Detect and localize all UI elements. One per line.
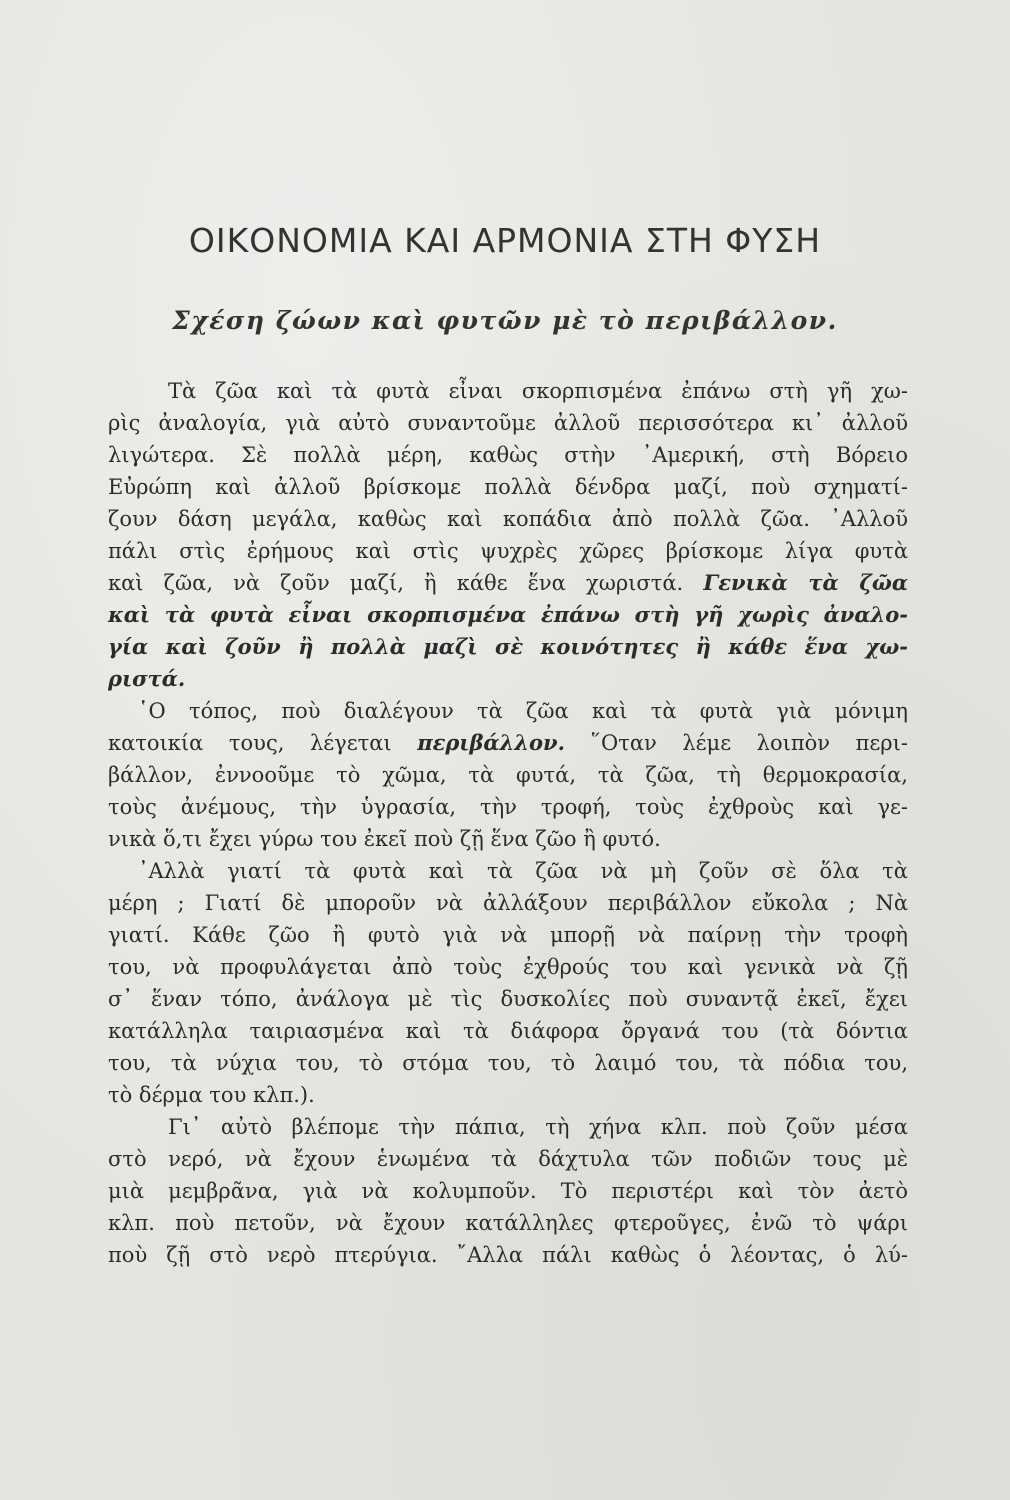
text-line xyxy=(108,1239,908,1271)
text-line xyxy=(108,1015,908,1047)
text-run: του, νὰ προφυλάγεται ἀπὸ τοὺς ἐχθρούς του καὶ γενικὰ νὰ ζῇ xyxy=(108,955,908,979)
text-line xyxy=(108,599,908,631)
text-line xyxy=(108,567,908,599)
text-line xyxy=(108,503,908,535)
emphasis-text: γία καὶ ζοῦν ἢ πολλὰ μαζὶ σὲ κοινότητες ἢ κάθε ἕνα χω- xyxy=(108,634,908,659)
text-line xyxy=(108,919,908,951)
text-run: ῞Οταν λέμε λοιπὸν περι- xyxy=(590,731,908,755)
text-run: σ᾿ ἕναν τόπο, ἀνάλογα μὲ τὶς δυσκολίες ποὺ συναντᾷ ἐκεῖ, ἔχει xyxy=(108,987,908,1011)
emphasis-text: περιβάλλον. xyxy=(417,730,565,755)
text-line xyxy=(108,695,908,727)
text-run: πάλι στὶς ἐρήμους καὶ στὶς ψυχρὲς χῶρες βρίσκομε λίγα φυτὰ xyxy=(108,539,908,563)
text-run: κατοικία τους, λέγεται xyxy=(108,731,392,755)
text-line xyxy=(108,1143,908,1175)
text-line xyxy=(108,887,908,919)
text-line xyxy=(108,375,908,407)
text-run: μιὰ μεμβρᾶνα, γιὰ νὰ κολυμποῦν. Τὸ περιστέρι καὶ τὸν ἀετὸ xyxy=(108,1179,908,1203)
text-line xyxy=(108,791,908,823)
text-line xyxy=(108,631,908,663)
text-line xyxy=(108,759,908,791)
text-line xyxy=(108,1079,908,1111)
text-run: κλπ. ποὺ πετοῦν, νὰ ἔχουν κατάλληλες φτεροῦγες, ἐνῶ τὸ ψάρι xyxy=(108,1211,908,1235)
text-run: κατάλληλα ταιριασμένα καὶ τὰ διάφορα ὄργανά του (τὰ δόντια xyxy=(108,1019,908,1043)
emphasis-text: καὶ τὰ φυτὰ εἶναι σκορπισμένα ἐπάνω στὴ γῆ χωρὶς ἀναλο- xyxy=(108,602,908,627)
text-run: ῾Ο τόπος, ποὺ διαλέγουν τὰ ζῶα καὶ τὰ φυτὰ γιὰ μόνιμη xyxy=(138,699,908,723)
text-run: μέρη ; Γιατί δὲ μποροῦν νὰ ἀλλάξουν περιβάλλον εὔκολα ; Νὰ xyxy=(108,891,908,915)
text-run: Εὐρώπη καὶ ἀλλοῦ βρίσκομε πολλὰ δένδρα μαζί, ποὺ σχηματί- xyxy=(108,475,908,499)
text-run: ρὶς ἀναλογία, γιὰ αὐτὸ συναντοῦμε ἀλλοῦ περισσότερα κι᾿ ἀλλοῦ xyxy=(108,411,908,435)
text-line xyxy=(108,727,908,759)
text-line xyxy=(108,855,908,887)
text-line xyxy=(108,535,908,567)
text-run: τοὺς ἀνέμους, τὴν ὑγρασία, τὴν τροφή, τοὺς ἐχθροὺς καὶ γε- xyxy=(108,795,908,819)
text-run: ᾿Αλλὰ γιατί τὰ φυτὰ καὶ τὰ ζῶα νὰ μὴ ζοῦν σὲ ὅλα τὰ xyxy=(138,859,908,883)
text-run: Γι᾿ αὐτὸ βλέπομε τὴν πάπια, τὴ χήνα κλπ. ποὺ ζοῦν μέσα xyxy=(168,1115,908,1139)
text-run: λιγώτερα. Σὲ πολλὰ μέρη, καθὼς στὴν ᾿Αμερική, στὴ Βόρειο xyxy=(108,443,908,467)
text-line xyxy=(108,407,908,439)
page-title: ΟΙΚΟΝΟΜΙΑ ΚΑΙ ΑΡΜΟΝΙΑ ΣΤΗ ΦΥΣΗ xyxy=(188,221,822,260)
emphasis-text: ριστά. xyxy=(108,666,186,691)
text-run: βάλλον, ἐννοοῦμε τὸ χῶμα, τὰ φυτά, τὰ ζῶα, τὴ θερμοκρασία, xyxy=(108,763,908,787)
text-line xyxy=(108,439,908,471)
text-line xyxy=(108,983,908,1015)
body-text xyxy=(108,375,908,1271)
text-line xyxy=(108,1207,908,1239)
text-line xyxy=(108,1111,908,1143)
text-line xyxy=(108,663,908,695)
text-run: του, τὰ νύχια του, τὸ στόμα του, τὸ λαιμό του, τὰ πόδια του, xyxy=(108,1051,908,1075)
text-line xyxy=(108,1047,908,1079)
text-line xyxy=(108,823,908,855)
emphasis-text: Γενικὰ τὰ ζῶα xyxy=(703,570,908,595)
text-run: στὸ νερό, νὰ ἔχουν ἑνωμένα τὰ δάχτυλα τῶν ποδιῶν τους μὲ xyxy=(108,1147,908,1171)
text-run: ποὺ ζῇ στὸ νερὸ πτερύγια. ῎Αλλα πάλι καθὼς ὁ λέοντας, ὁ λύ- xyxy=(108,1243,908,1267)
text-run: νικὰ ὅ,τι ἔχει γύρω του ἐκεῖ ποὺ ζῇ ἕνα ζῶο ἢ φυτό. xyxy=(108,827,661,851)
text-line xyxy=(108,471,908,503)
text-run: Τὰ ζῶα καὶ τὰ φυτὰ εἶναι σκορπισμένα ἐπάνω στὴ γῆ χω- xyxy=(168,379,908,403)
text-run: καὶ ζῶα, νὰ ζοῦν μαζί, ἢ κάθε ἕνα χωριστά. xyxy=(108,571,684,595)
section-subtitle: Σχέση ζώων καὶ φυτῶν μὲ τὸ περιβάλλον. xyxy=(172,306,838,335)
text-run: τὸ δέρμα του κλπ.). xyxy=(108,1083,315,1107)
text-run: γιατί. Κάθε ζῶο ἢ φυτὸ γιὰ νὰ μπορῇ νὰ παίρνῃ τὴν τροφὴ xyxy=(108,923,908,947)
text-run: ζουν δάση μεγάλα, καθὼς καὶ κοπάδια ἀπὸ πολλὰ ζῶα. ᾿Αλλοῦ xyxy=(108,507,908,531)
text-line xyxy=(108,951,908,983)
text-line xyxy=(108,1175,908,1207)
